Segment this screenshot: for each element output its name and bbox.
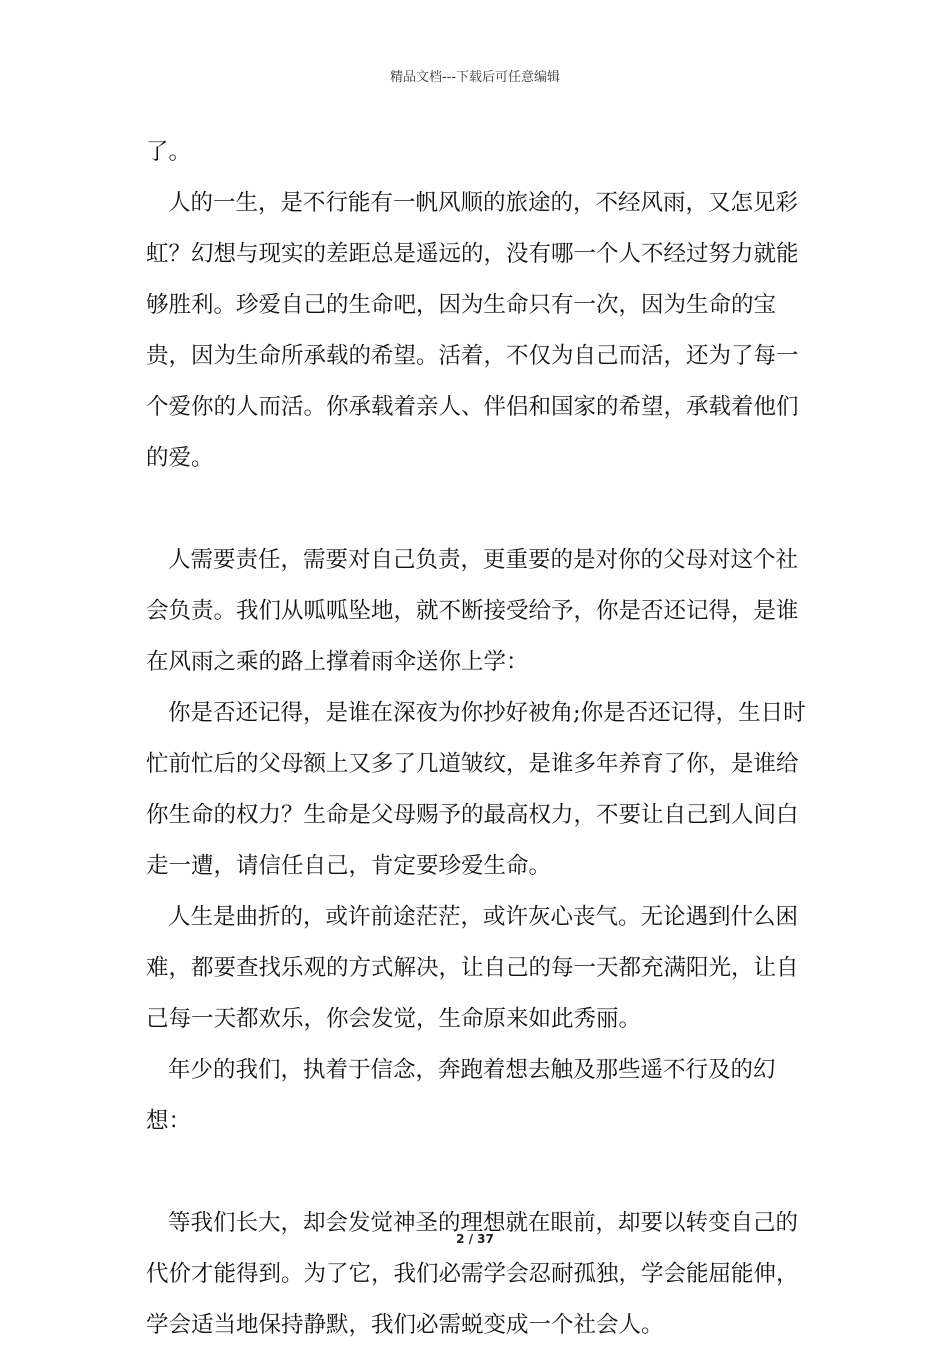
page-number: 2 / 37 [456, 1232, 494, 1246]
paragraph-growing-up: 等我们长大，却会发觉神圣的理想就在眼前，却要以转变自己的代价才能得到。为了它，我们必需学会忍耐孤独，学会能屈能伸，学会适当地保持静默，我们必需蜕变成一个社会人。 [146, 1210, 799, 1338]
document-body [146, 127, 816, 1351]
paragraph-responsibility: 人需要责任，需要对自己负责，更重要的是对你的父母对这个社会负责。我们从呱呱坠地，就不断接受给予，你是否还记得，是谁在风雨之乘的路上撑着雨伞送你上学： [146, 547, 799, 675]
paragraph-continuation: 了。 [146, 139, 192, 165]
paragraph-optimism: 人生是曲折的，或许前途茫茫，或许灰心丧气。无论遇到什么困难，都要查找乐观的方式解决，让自己的每一天都充满阳光，让自己每一天都欢乐，你会发觉，生命原来如此秀丽。 [146, 904, 799, 1032]
paragraph-life-journey: 人的一生，是不行能有一帆风顺的旅途的，不经风雨，又怎见彩虹？幻想与现实的差距总是遥远的，没有哪一个人不经过努力就能够胜利。珍爱自己的生命吧，因为生命只有一次，因为生命的宝贵，因为生命所承载的希望。活着，不仅为自己而活，还为了每一个爱你的人而活。你承载着亲人、伴侣和国家的希望，承载着他们的爱。 [146, 190, 799, 471]
page-header: 精品文档---下载后可任意编辑 [389, 70, 561, 85]
paragraph-parents: 你是否还记得，是谁在深夜为你抄好被角;你是否还记得，生日时忙前忙后的父母额上又多了几道皱纹，是谁多年养育了你，是谁给你生命的权力？生命是父母赐予的最高权力，不要让自己到人间白走一遭，请信任自己，肯定要珍爱生命。 [146, 700, 806, 879]
paragraph-youth: 年少的我们，执着于信念，奔跑着想去触及那些遥不行及的幻想： [146, 1057, 776, 1134]
